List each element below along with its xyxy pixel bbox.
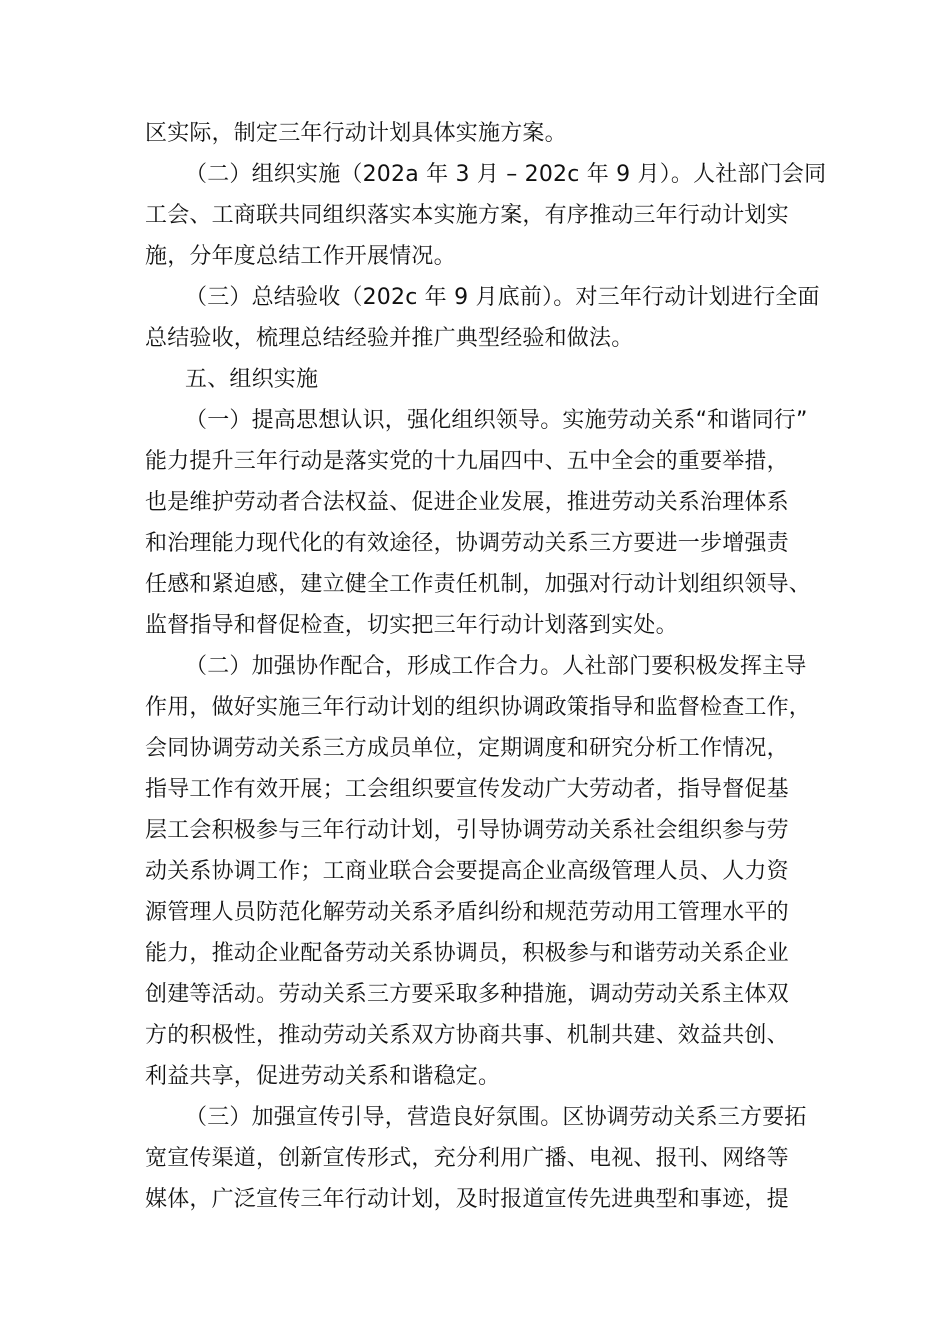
text-line: （一）提高思想认识，强化组织领导。实施劳动关系“和谐同行” <box>185 408 808 433</box>
text-line: 动关系协调工作；工商业联合会要提高企业高级管理人员、人力资 <box>145 859 789 884</box>
text-line: 媒体，广泛宣传三年行动计划，及时报道宣传先进典型和事迹，提 <box>145 1187 789 1212</box>
text-line: 工会、工商联共同组织落实本实施方案，有序推动三年行动计划实 <box>145 203 789 228</box>
text-line: 任感和紧迫感，建立健全工作责任机制，加强对行动计划组织领导、 <box>145 572 812 597</box>
text-line: 总结验收，梳理总结经验并推广典型经验和做法。 <box>145 326 634 351</box>
text-line: （三）加强宣传引导，营造良好氛围。区协调劳动关系三方要拓 <box>185 1105 807 1130</box>
text-line: 施，分年度总结工作开展情况。 <box>145 244 456 269</box>
text-line: 和治理能力现代化的有效途径，协调劳动关系三方要进一步增强责 <box>145 531 789 556</box>
text-line: 也是维护劳动者合法权益、促进企业发展，推进劳动关系治理体系 <box>145 490 789 515</box>
text-line: 监督指导和督促检查，切实把三年行动计划落到实处。 <box>145 613 678 638</box>
text-line: 作用，做好实施三年行动计划的组织协调政策指导和监督检查工作， <box>145 695 812 720</box>
text-line: 源管理人员防范化解劳动关系矛盾纠纷和规范劳动用工管理水平的 <box>145 900 789 925</box>
text-line: 方的积极性，推动劳动关系双方协商共事、机制共建、效益共创、 <box>145 1023 789 1048</box>
text-line: 会同协调劳动关系三方成员单位，定期调度和研究分析工作情况， <box>145 736 789 761</box>
text-line: 创建等活动。劳动关系三方要采取多种措施，调动劳动关系主体双 <box>145 982 789 1007</box>
text-line: 层工会积极参与三年行动计划，引导协调劳动关系社会组织参与劳 <box>145 818 789 843</box>
section-heading: 五、组织实施 <box>185 367 319 392</box>
text-line: 指导工作有效开展；工会组织要宣传发动广大劳动者，指导督促基 <box>145 777 789 802</box>
text-line: （二）组织实施（202a 年 3 月 – 202c 年 9 月）。人社部门会同 <box>185 162 827 187</box>
text-line: 利益共享，促进劳动关系和谐稳定。 <box>145 1064 501 1089</box>
text-line: 能力，推动企业配备劳动关系协调员，积极参与和谐劳动关系企业 <box>145 941 789 966</box>
text-line: （二）加强协作配合，形成工作合力。人社部门要积极发挥主导 <box>185 654 807 679</box>
text-line: 能力提升三年行动是落实党的十九届四中、五中全会的重要举措， <box>145 449 789 474</box>
text-line: （三）总结验收（202c 年 9 月底前）。对三年行动计划进行全面 <box>185 285 820 310</box>
text-line: 区实际，制定三年行动计划具体实施方案。 <box>145 121 567 146</box>
text-line: 宽宣传渠道，创新宣传形式，充分利用广播、电视、报刊、网络等 <box>145 1146 789 1171</box>
